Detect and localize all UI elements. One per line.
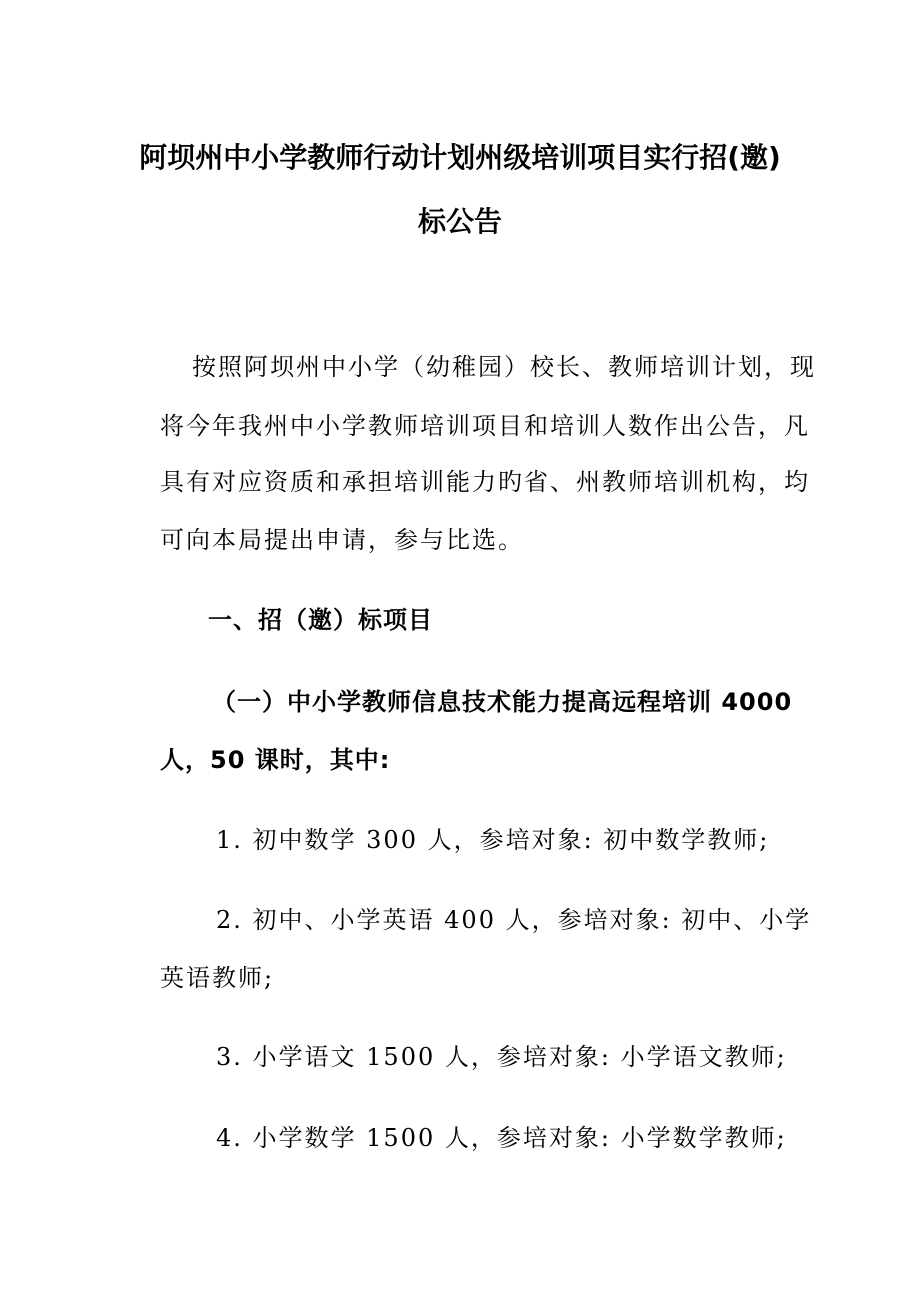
subsection-heading-line-2: 人，50 课时，其中:: [160, 746, 391, 774]
list-item-2-line-2: 英语教师;: [160, 964, 275, 992]
intro-paragraph-line-2: 将今年我州中小学教师培训项目和培训人数作出公告，凡: [160, 412, 810, 440]
intro-paragraph-line-4: 可向本局提出申请，参与比选。: [160, 526, 524, 554]
list-item-3: 3. 小学语文 1500 人，参培对象: 小学语文教师;: [216, 1043, 787, 1071]
list-item-4: 4. 小学数学 1500 人，参培对象: 小学数学教师;: [216, 1124, 787, 1152]
document-title-line-2: 标公告: [417, 205, 502, 238]
intro-paragraph-line-3: 具有对应资质和承担培训能力旳省、州教师培训机构，均: [160, 468, 810, 496]
intro-paragraph-line-1: 按照阿坝州中小学（幼稚园）校长、教师培训计划，现: [192, 353, 816, 381]
section-heading: 一、招（邀）标项目: [208, 606, 433, 634]
document-title-line-1: 阿坝州中小学教师行动计划州级培训项目实行招(邀): [139, 141, 781, 174]
subsection-heading-line-1: （一）中小学教师信息技术能力提高远程培训 4000: [212, 688, 793, 716]
list-item-1: 1. 初中数学 300 人，参培对象: 初中数学教师;: [216, 826, 770, 854]
list-item-2-line-1: 2. 初中、小学英语 400 人，参培对象: 初中、小学: [216, 906, 812, 934]
